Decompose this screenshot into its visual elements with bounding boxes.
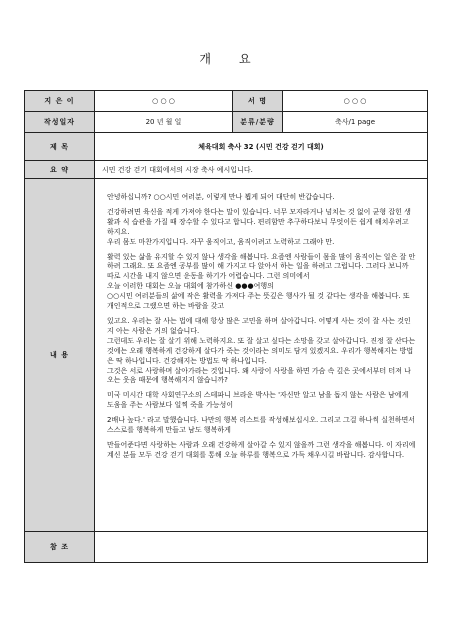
content-paragraph: 활력 있는 삶을 유지할 수 있지 않나 생각을 해봅니다. 요즘엔 사람들이 몸을 많이 움직이는 일은 잘 안 하려 그래요. 또 요즘엔 공부를 많이 해 가지고 다 앉아서 하는 일을 하려고 그럽니다. 그러다 보니까 따로 시간을 내지 않으면 운동을 하기가 어렵습니다. 그런 의미에서 — [107, 252, 416, 281]
summary-value[interactable]: 시민 건강 걷기 대회에서의 시장 축사 예시입니다. — [95, 161, 428, 179]
content-paragraph: 그런데도 우리는 잘 살기 위해 노력하지요. 또 잘 살고 싶다는 소망을 갖고 살아갑니다. 진정 잘 산다는 것에는 오래 행복하게 건강하게 살다가 죽는 것이라는 의미도 담겨 있겠지요. 우리가 행복해지는 방법은 딱 하나입니다. 건강해지는 방법도 딱 하나입니다. — [107, 336, 416, 365]
content-paragraph: 미국 미시간 대학 사회연구소의 스테파니 브라운 박사는 '자신만 알고 남을 돕지 않는 사람은 남에게 도움을 주는 사람보다 일찍 죽을 가능성이 — [107, 391, 409, 410]
content-text — [95, 179, 427, 461]
author-row — [25, 91, 428, 112]
page-title-char-1: 개 — [199, 52, 211, 66]
author-value[interactable]: ○ ○ ○ — [95, 91, 233, 112]
date-label: 작성일자 — [25, 112, 95, 133]
summary-form-table — [24, 90, 428, 563]
summary-label: 요 약 — [25, 161, 95, 179]
content-paragraph: ○○시민 여러분들의 삶에 작은 활력을 가져다 주는 뜻깊은 행사가 될 것 같다는 생각을 해봅니다. 또 개인적으로 그랬으면 하는 바람을 갖고 — [107, 292, 410, 311]
subject-label: 제 목 — [25, 133, 95, 161]
date-value[interactable]: 20 년 월 일 — [95, 112, 233, 133]
content-paragraph: 그것은 서로 사랑하며 살아가라는 것입니다. 왜 사랑이 사랑을 하면 가슴 속 깊은 곳에서부터 터져 나오는 웃음 때문에 행복해지지 않습니까? — [107, 366, 411, 385]
content-body[interactable] — [95, 179, 428, 532]
page-title — [0, 50, 450, 67]
subject-value[interactable]: 체육대회 축사 32 (시민 건강 걷기 대회) — [95, 133, 428, 161]
category-value[interactable]: 축사/1 page — [283, 112, 428, 133]
page-title-char-2: 요 — [239, 52, 251, 66]
content-paragraph: 만들어준다면 사랑하는 사람과 오래 건강하게 살아갈 수 있지 않을까 그런 생각을 해봅니다. 이 자리에 계신 분들 모두 건강 걷기 대회를 통해 오늘 하루를 행복으로 가득 채우시길 바랍니다. 감사합니다. — [107, 440, 416, 459]
subject-row — [25, 133, 428, 161]
reference-value[interactable] — [95, 532, 428, 563]
content-paragraph: 있고요. 우리는 잘 사는 법에 대해 항상 많은 고민을 하며 살아갑니다. 어떻게 사는 것이 잘 사는 것인지 아는 사람은 거의 없습니다. — [107, 316, 411, 335]
content-paragraph: 오늘 이러한 대회는 오늘 대회에 참가하신 ●●●여행의 — [107, 282, 274, 291]
date-row — [25, 112, 428, 133]
name-label: 서 명 — [233, 91, 283, 112]
category-label: 분류/분량 — [233, 112, 283, 133]
name-value[interactable]: ○ ○ ○ — [283, 91, 428, 112]
content-label: 내 용 — [25, 179, 95, 532]
reference-row — [25, 532, 428, 563]
content-paragraph: 안녕하십니까? ○○시민 여러분, 이렇게 만나 뵙게 되어 대단히 반갑습니다. — [107, 193, 335, 201]
summary-row — [25, 161, 428, 179]
author-label: 지 은 이 — [25, 91, 95, 112]
content-row — [25, 179, 428, 532]
reference-label: 참 조 — [25, 532, 95, 563]
content-paragraph: 우리 몸도 마찬가지입니다. 자꾸 움직이고, 움직이려고 노력하고 그래야 만. — [107, 237, 335, 246]
content-paragraph: 건강하려면 육신을 적게 가져야 한다는 말이 있습니다. 너무 모자라거나 넘치는 것 없이 균형 잡힌 생활과 식 습관을 가질 때 장수할 수 있다고 합니다. 편리함만 추구하다보니 무엇이든 쉽게 해치우려고 하지요. — [107, 207, 411, 236]
content-paragraph: 2배나 높다.' 라고 말했습니다. 나만의 행복 리스트를 작성해보십시오. 그리고 그걸 하나씩 실천하면서 스스로를 행복하게 만들고 남도 행복하게 — [107, 416, 416, 435]
